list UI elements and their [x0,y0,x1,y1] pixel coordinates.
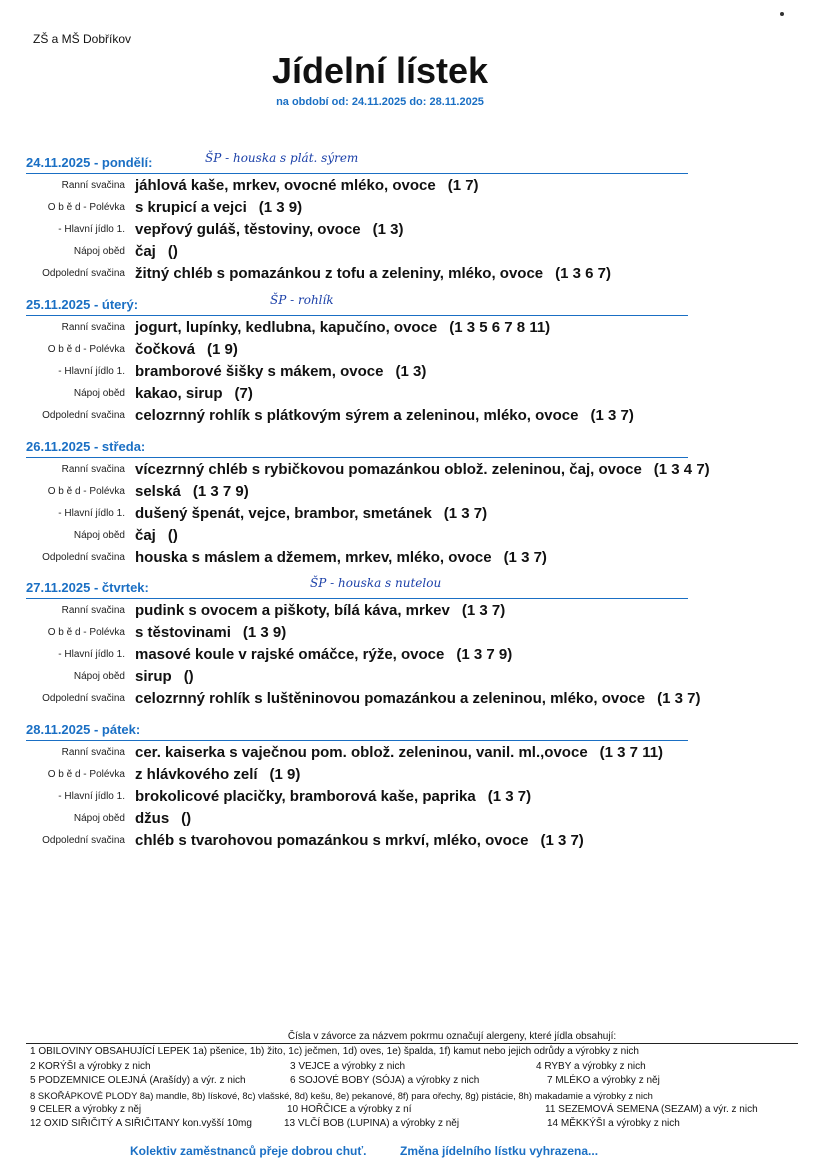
lunch-drink-allergens: () [167,527,178,544]
afternoon-snack-label: Odpolední svačina [42,693,125,704]
morning-snack-dish: vícezrnný chléb s rybičkovou pomazánkou oblož. zeleninou, čaj, ovoce [135,461,642,478]
afternoon-snack-dish: houska s máslem a džemem, mrkev, mléko, ovoce [135,549,492,566]
morning-snack-allergens: (1 3 7) [461,602,506,619]
lunch-soup-item [135,624,286,641]
lunch-drink-allergens: () [167,243,178,260]
lunch-drink-label: Nápoj oběd [73,246,125,257]
lunch-soup-item [135,483,249,500]
lunch-drink-item [135,527,178,544]
morning-snack-dish: cer. kaiserka s vaječnou pom. oblož. zeleninou, vanil. ml.,ovoce [135,744,588,761]
afternoon-snack-dish: žitný chléb s pomazánkou z tofu a zeleniny, mléko, ovoce [135,265,544,282]
afternoon-snack-dish: chléb s tvarohovou pomazánkou s mrkví, mléko, ovoce [135,832,529,849]
day-divider [26,173,688,174]
main-dish-label: - Hlavní jídlo 1. [58,649,125,660]
lunch-drink-item [135,810,191,827]
morning-snack-label: Ranní svačina [61,180,125,191]
lunch-soup-dish: selská [135,483,181,500]
main-dish-dish: vepřový guláš, těstoviny, ovoce [135,221,361,238]
footer-wish: Kolektiv zaměstnanců přeje dobrou chuť. [130,1144,367,1158]
lunch-drink-item [135,385,253,402]
allergen-3: 3 VEJCE a výrobky z nich [290,1061,406,1072]
afternoon-snack-label: Odpolední svačina [42,552,125,563]
morning-snack-label: Ranní svačina [61,322,125,333]
day-heading: 28.11.2025 - pátek: [26,722,141,737]
afternoon-snack-allergens: (1 3 7) [540,832,584,849]
allergen-legend-divider [26,1043,798,1044]
lunch-soup-allergens: (1 3 9) [242,624,287,641]
morning-snack-item [135,602,505,619]
morning-snack-item [135,744,663,761]
handwritten-note: ŠP - houska s nutelou [310,576,442,590]
morning-snack-label: Ranní svačina [61,464,125,475]
main-dish-label: - Hlavní jídlo 1. [58,508,125,519]
main-dish-allergens: (1 3 7) [487,788,532,805]
main-dish-item [135,788,531,805]
morning-snack-dish: pudink s ovocem a piškoty, bílá káva, mrkev [135,602,450,619]
handwritten-note: ŠP - rohlík [270,293,334,307]
lunch-drink-label: Nápoj oběd [73,671,125,682]
afternoon-snack-label: Odpolední svačina [42,835,125,846]
afternoon-snack-allergens: (1 3 7) [590,407,634,424]
afternoon-snack-item [135,690,700,707]
day-heading: 25.11.2025 - úterý: [26,297,139,312]
allergen-6: 6 SOJOVÉ BOBY (SÓJA) a výrobky z nich [290,1075,480,1086]
day-divider [26,315,688,316]
lunch-drink-label: Nápoj oběd [73,813,125,824]
allergen-7: 7 MLÉKO a výrobky z něj [547,1075,660,1086]
lunch-soup-item [135,341,238,358]
lunch-drink-dish: kakao, sirup [135,385,223,402]
lunch-soup-label: O b ě d - Polévka [47,202,125,213]
afternoon-snack-item [135,832,584,849]
school-name: ZŠ a MŠ Dobříkov [33,32,132,46]
main-dish-label: - Hlavní jídlo 1. [58,366,125,377]
menu-period: na období od: 24.11.2025 do: 28.11.2025 [276,96,484,108]
lunch-soup-label: O b ě d - Polévka [47,769,125,780]
allergen-8: 8 SKOŘÁPKOVÉ PLODY 8a) mandle, 8b) lískové, 8c) vlašské, 8d) kešu, 8e) pekanové, 8f) para ořechy, 8g) pistácie, 8h) makadamie a výrobky z nich [30,1090,653,1101]
afternoon-snack-allergens: (1 3 6 7) [555,265,612,282]
morning-snack-allergens: (1 3 7 11) [599,744,664,761]
lunch-drink-dish: čaj [135,243,156,260]
lunch-soup-label: O b ě d - Polévka [47,344,125,355]
afternoon-snack-item [135,407,634,424]
morning-snack-allergens: (1 7) [447,177,479,194]
main-dish-allergens: (1 3) [372,221,404,238]
lunch-soup-dish: čočková [135,341,196,358]
allergen-9: 9 CELER a výrobky z něj [30,1104,142,1115]
main-dish-dish: bramborové šišky s mákem, ovoce [135,363,384,380]
main-dish-item [135,363,426,380]
lunch-drink-item [135,668,194,685]
lunch-drink-label: Nápoj oběd [73,530,125,541]
lunch-soup-allergens: (1 3 9) [258,199,303,216]
lunch-soup-label: O b ě d - Polévka [47,486,125,497]
morning-snack-allergens: (1 3 4 7) [653,461,710,478]
afternoon-snack-item [135,265,611,282]
allergen-2: 2 KORÝŠI a výrobky z nich [30,1061,151,1072]
lunch-drink-allergens: () [181,810,192,827]
footer-change-notice: Změna jídelního lístku vyhrazena... [400,1144,599,1158]
allergen-12: 12 OXID SIŘIČITÝ A SIŘIČITANY kon.vyšší 10mg [30,1118,252,1129]
handwritten-note: ŠP - houska s plát. sýrem [205,151,359,165]
afternoon-snack-dish: celozrnný rohlík s luštěninovou pomazánkou a zeleninou, mléko, ovoce [135,690,646,707]
day-divider [26,457,688,458]
lunch-soup-allergens: (1 9) [207,341,238,358]
day-heading: 26.11.2025 - středa: [26,439,146,454]
morning-snack-item [135,461,710,478]
afternoon-snack-label: Odpolední svačina [42,410,125,421]
allergen-legend-title: Čísla v závorce za názvem pokrmu označují alergeny, které jídla obsahují: [287,1031,617,1042]
lunch-soup-dish: s krupicí a vejci [135,199,247,216]
lunch-drink-dish: sirup [135,668,172,685]
lunch-soup-item [135,766,300,783]
lunch-soup-dish: s těstovinami [135,624,231,641]
allergen-11: 11 SEZEMOVÁ SEMENA (SEZAM) a výr. z nich [545,1104,758,1115]
lunch-drink-dish: džus [135,810,170,827]
lunch-drink-allergens: () [183,668,194,685]
main-dish-dish: dušený špenát, vejce, brambor, smetánek [135,505,432,522]
scan-dot [780,12,784,16]
main-dish-allergens: (1 3 7 9) [456,646,513,663]
morning-snack-dish: jogurt, lupínky, kedlubna, kapučíno, ovoce [135,319,438,336]
allergen-13: 13 VLČÍ BOB (LUPINA) a výrobky z něj [284,1118,460,1129]
allergen-10: 10 HOŘČICE a výrobky z ní [287,1104,412,1115]
allergen-1: 1 OBILOVINY OBSAHUJÍCÍ LEPEK 1a) pšenice, 1b) žito, 1c) ječmen, 1d) oves, 1e) špalda, 1f) kamut nebo jejich odrůdy a výrobky z nich [30,1046,639,1057]
page-title: Jídelní lístek [271,50,489,91]
lunch-soup-item [135,199,302,216]
day-divider [26,740,688,741]
lunch-soup-label: O b ě d - Polévka [47,627,125,638]
main-dish-label: - Hlavní jídlo 1. [58,224,125,235]
afternoon-snack-allergens: (1 3 7) [503,549,547,566]
main-dish-label: - Hlavní jídlo 1. [58,791,125,802]
lunch-drink-item [135,243,178,260]
day-divider [26,598,688,599]
main-dish-dish: masové koule v rajské omáčce, rýže, ovoce [135,646,445,663]
main-dish-item [135,646,512,663]
lunch-soup-allergens: (1 9) [269,766,301,783]
main-dish-allergens: (1 3) [395,363,427,380]
day-heading: 24.11.2025 - pondělí: [26,155,153,170]
morning-snack-label: Ranní svačina [61,747,125,758]
main-dish-item [135,221,403,238]
main-dish-dish: brokolicové placičky, bramborová kaše, paprika [135,788,476,805]
morning-snack-allergens: (1 3 5 6 7 8 11) [449,319,551,336]
day-heading: 27.11.2025 - čtvrtek: [26,580,149,595]
morning-snack-item [135,177,479,194]
lunch-drink-dish: čaj [135,527,156,544]
allergen-14: 14 MĚKKÝŠI a výrobky z nich [547,1118,680,1129]
morning-snack-item [135,319,550,336]
afternoon-snack-dish: celozrnný rohlík s plátkovým sýrem a zeleninou, mléko, ovoce [135,407,579,424]
morning-snack-dish: jáhlová kaše, mrkev, ovocné mléko, ovoce [135,177,436,194]
lunch-drink-allergens: (7) [234,385,253,402]
lunch-drink-label: Nápoj oběd [73,388,125,399]
lunch-soup-allergens: (1 3 7 9) [192,483,249,500]
morning-snack-label: Ranní svačina [61,605,125,616]
afternoon-snack-label: Odpolední svačina [42,268,125,279]
allergen-4: 4 RYBY a výrobky z nich [536,1061,646,1072]
allergen-5: 5 PODZEMNICE OLEJNÁ (Arašídy) a výr. z nich [30,1075,246,1086]
afternoon-snack-item [135,549,547,566]
main-dish-item [135,505,487,522]
afternoon-snack-allergens: (1 3 7) [657,690,701,707]
lunch-soup-dish: z hlávkového zelí [135,766,258,783]
main-dish-allergens: (1 3 7) [443,505,488,522]
